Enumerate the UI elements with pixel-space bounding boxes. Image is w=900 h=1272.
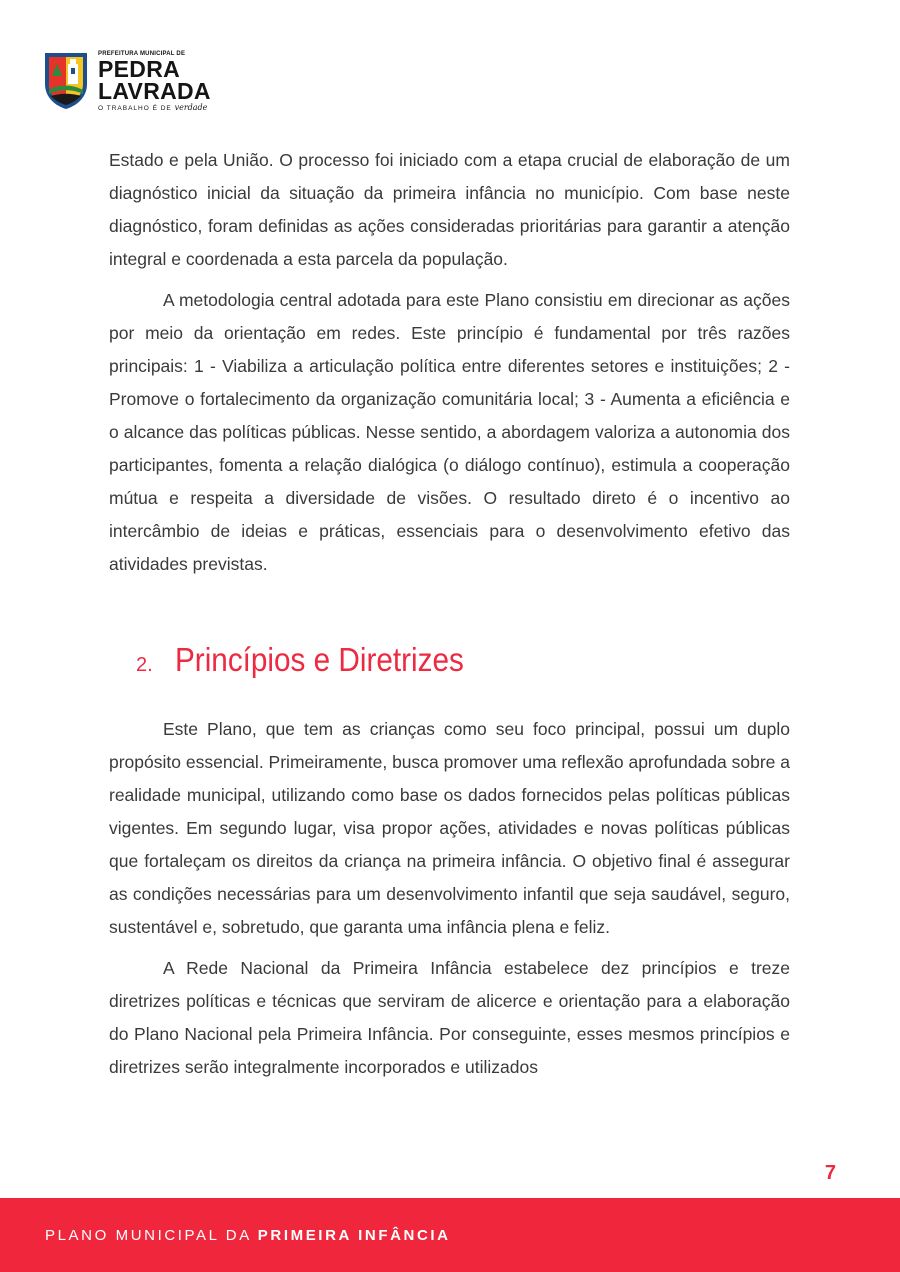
page-number: 7: [824, 1162, 836, 1184]
coat-of-arms-icon: [42, 50, 90, 110]
section-heading: [136, 643, 790, 682]
paragraph-national-network: A Rede Nacional da Primeira Infância estabelece dez princípios e treze diretrizes políticas e técnicas que serviram de alicerce e orientação para a elaboração do Plano Nacional pela Primeira Infância. Por conseguinte, esses mesmos princípios e diretrizes serão integralmente incorporados e utilizados: [109, 958, 790, 1077]
footer-title-prefix: PLANO MUNICIPAL DA: [45, 1227, 252, 1244]
footer-bar: [0, 1198, 900, 1272]
section-title: Princípios e Diretrizes: [174, 641, 464, 678]
logo-slogan: [98, 104, 211, 113]
footer-title-highlight: PRIMEIRA INFÂNCIA: [257, 1227, 451, 1244]
logo-city-line1: PEDRA: [98, 56, 181, 82]
section-number: 2.: [136, 654, 153, 676]
logo-city-line2: LAVRADA: [98, 78, 211, 104]
logo-slogan-cursive: verdade: [174, 103, 208, 112]
logo-prefecture-label: PREFEITURA MUNICIPAL DE: [98, 51, 186, 57]
paragraph-diagnostic: Estado e pela União. O processo foi iniciado com a etapa crucial de elaboração de um diagnóstico inicial da situação da primeira infância no município. Com base neste diagnóstico, foram definidas as ações consideradas prioritárias para garantir a atenção integral e coordenada a esta parcela da população.: [109, 150, 790, 269]
paragraph-methodology: A metodologia central adotada para este Plano consistiu em direcionar as ações por meio da orientação em redes. Este princípio é fundamental por três razões principais: 1 - Viabiliza a articulação política entre diferentes setores e instituições; 2 - Promove o fortalecimento da organização comunitária local; 3 - Aumenta a eficiência e o alcance das políticas públicas. Nesse sentido, a abordagem valoriza a autonomia dos participantes, fomenta a relação dialógica (o diálogo contínuo), estimula a cooperação mútua e respeita a diversidade de visões. O resultado direto é o incentivo ao intercâmbio de ideias e práticas, essenciais para o desenvolvimento efetivo das atividades previstas.: [109, 290, 790, 574]
footer-title: [45, 1227, 451, 1244]
document-body: [109, 144, 790, 1084]
logo-slogan-text: O TRABALHO É DE: [98, 105, 172, 112]
municipality-logo: [42, 50, 211, 113]
paragraph-purpose: Este Plano, que tem as crianças como seu foco principal, possui um duplo propósito essencial. Primeiramente, busca promover uma reflexão aprofundada sobre a realidade municipal, utilizando como base os dados fornecidos pelas políticas públicas vigentes. Em segundo lugar, visa propor ações, atividades e novas políticas públicas que fortaleçam os direitos da criança na primeira infância. O objetivo final é assegurar as condições necessárias para um desenvolvimento infantil que seja saudável, seguro, sustentável e, sobretudo, que garanta uma infância plena e feliz.: [109, 719, 790, 937]
